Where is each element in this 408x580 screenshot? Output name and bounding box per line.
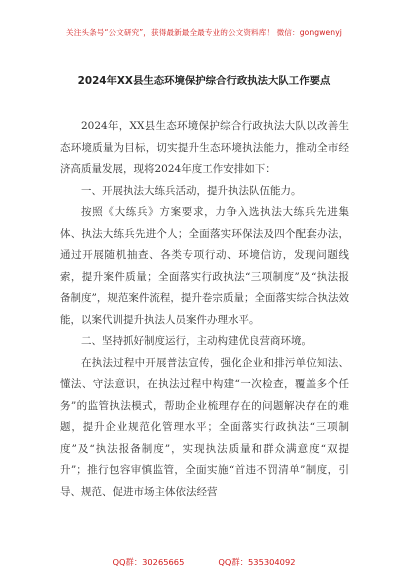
paragraph-heading-1: 一、开展执法大练兵活动，提升执法队伍能力。: [81, 184, 302, 197]
paragraph-heading-2: 二、坚持抓好制度运行，主动构建优良营商环境。: [81, 335, 312, 347]
paragraph-section-1: 按照《大练兵》方案要求，力争入选执法大练兵先进集体、执法大练兵先进个人；全面落实环保法及四个配套办法，通过开展随机抽查、各类专项行动、环境信访，发现问题线索，提升案件质量；全面落实行政执法“三项制度”及“执法报备制度”，规范案件流程，提升卷宗质量；全面落实综合执法效能，以案代训提升执法人员案件办理水平。: [60, 206, 349, 326]
document-body: [60, 116, 349, 503]
top-banner: 关注头条号“公文研究”，获得最新最全最专业的公文资料库！ 微信：gongwenyj: [66, 28, 342, 37]
qq-group-1: QQ群：30265665: [112, 557, 185, 567]
paragraph-section-2: 在执法过程中开展普法宣传，强化企业和排污单位知法、懂法、守法意识，在执法过程中构建“一次检查，覆盖多个任务”的监管执法模式，帮助企业梳理存在的问题解决存在的难题，提升企业规范化管理水平；全面落实行政执法“三项制度”及“执法报备制度”，实现执法质量和群众满意度“双提升”；推行包容审慎监管，全面实施“首违不罚清单”制度，引导、规范、促进市场主体依法经营: [60, 356, 349, 498]
bottom-footer: [0, 556, 408, 568]
qq-group-2: QQ群：535304092: [218, 557, 296, 567]
document-title: 2024年XX县生态环境保护综合行政执法大队工作要点: [77, 75, 331, 87]
paragraph-intro: 2024年，XX县生态环境保护综合行政执法大队以改善生态环境质量为目标，切实提升生态环境执法能力，推动全市经济高质量发展，现将2024年度工作安排如下：: [60, 120, 349, 175]
